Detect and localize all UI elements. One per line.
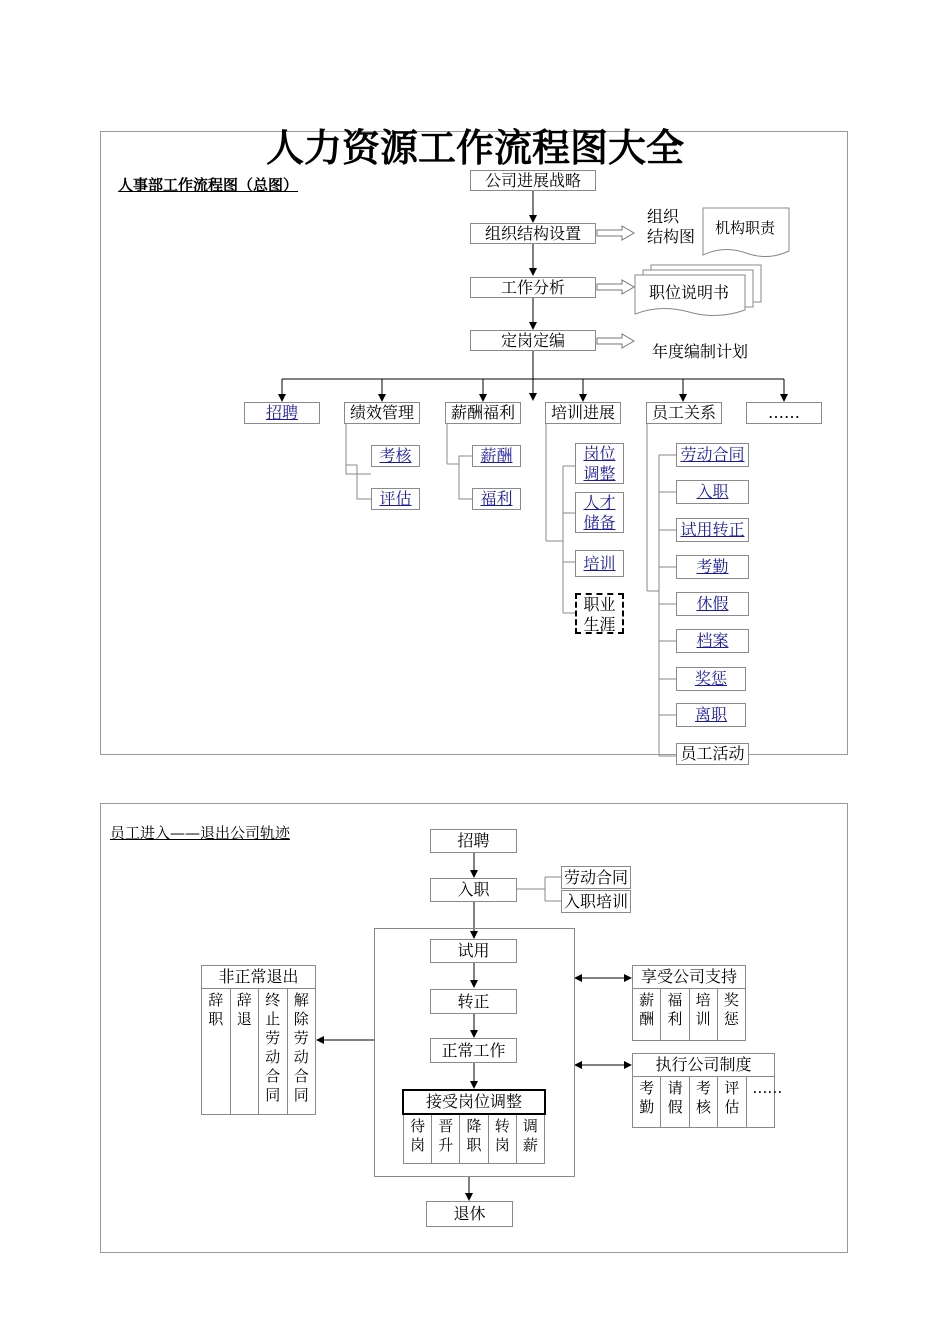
category-performance: 绩效管理 xyxy=(344,402,420,424)
category-compensation: 薪酬福利 xyxy=(445,402,521,424)
policy-item-assessment-text: 考核 xyxy=(696,1079,712,1116)
training-item-career xyxy=(575,593,624,634)
compensation-item-benefits[interactable]: 福利 xyxy=(472,488,521,510)
trajectory-onboard: 入职 xyxy=(430,878,517,902)
adjust-item-demotion-text: 降职 xyxy=(466,1117,482,1154)
training-item2-line1: 人才 xyxy=(583,493,616,512)
policy-grid xyxy=(632,1076,783,1128)
adjust-item-salary xyxy=(517,1115,544,1163)
support-header: 享受公司支持 xyxy=(632,965,746,989)
exit-item-terminate xyxy=(259,989,288,1114)
job-description-documents xyxy=(633,264,763,320)
exit-item-resign-text: 辞职 xyxy=(208,991,224,1028)
support-item-salary-text: 薪酬 xyxy=(639,991,655,1028)
section1-subtitle: 人事部工作流程图（总图） xyxy=(118,176,299,194)
training-career-line1: 职业 xyxy=(583,595,616,614)
policy-item-evaluation-text: 评估 xyxy=(724,1079,740,1116)
onboard-item-training: 入职培训 xyxy=(561,890,631,913)
adjust-item-salary-text: 调薪 xyxy=(522,1117,538,1154)
exit-item-dismiss xyxy=(231,989,260,1114)
support-item-training-text: 培训 xyxy=(695,991,711,1028)
exit-item-dismiss-text: 辞退 xyxy=(236,991,252,1028)
policy-item-leave xyxy=(661,1077,689,1127)
training-item-position-adjustment[interactable] xyxy=(575,443,624,484)
relations-item-resignation[interactable]: 离职 xyxy=(676,703,746,727)
category-recruitment[interactable]: 招聘 xyxy=(244,402,320,424)
policy-item-evaluation xyxy=(718,1077,746,1127)
adjust-item-transfer xyxy=(489,1115,517,1163)
adjust-item-promotion xyxy=(432,1115,460,1163)
trajectory-recruit: 招聘 xyxy=(430,829,517,853)
category-more: …… xyxy=(746,402,822,424)
org-duty-label: 机构职责 xyxy=(715,219,776,237)
relations-item-activities: 员工活动 xyxy=(676,743,749,765)
training-career-line2: 生涯 xyxy=(583,615,616,634)
trajectory-adjust: 接受岗位调整 xyxy=(402,1089,546,1115)
relations-item-labor-contract[interactable]: 劳动合同 xyxy=(676,443,749,467)
trajectory-normal-work: 正常工作 xyxy=(430,1038,517,1063)
annual-plan-label: 年度编制计划 xyxy=(652,342,749,361)
exit-item-resign xyxy=(202,989,231,1114)
support-grid xyxy=(632,988,746,1041)
support-item-training xyxy=(690,989,718,1040)
trajectory-retire: 退休 xyxy=(426,1201,513,1227)
relations-item-leave[interactable]: 休假 xyxy=(676,592,749,616)
training-item1-line2: 调整 xyxy=(583,464,616,483)
policy-item-leave-text: 请假 xyxy=(667,1079,683,1116)
adjust-item-promotion-text: 晋升 xyxy=(438,1117,454,1154)
policy-item-attendance-text: 考勤 xyxy=(639,1079,655,1116)
onboard-item-labor-contract: 劳动合同 xyxy=(561,866,631,889)
exit-item-rescind xyxy=(288,989,316,1114)
relations-item-rewards[interactable]: 奖惩 xyxy=(676,667,746,691)
adjust-item-transfer-text: 转岗 xyxy=(494,1117,510,1154)
adjust-item-standby xyxy=(404,1115,432,1163)
category-training: 培训进展 xyxy=(545,402,621,424)
support-item-rewards xyxy=(718,989,745,1040)
support-item-benefits xyxy=(661,989,689,1040)
section2-subtitle: 员工进入——退出公司轨迹 xyxy=(110,824,291,842)
adjust-items-grid xyxy=(403,1115,545,1164)
category-employee-relations: 员工关系 xyxy=(646,402,722,424)
org-chart-label xyxy=(647,207,695,247)
step-job-analysis: 工作分析 xyxy=(470,277,596,298)
org-chart-label-line2: 结构图 xyxy=(647,227,696,246)
policy-item-more xyxy=(747,1077,783,1127)
relations-item-archive[interactable]: 档案 xyxy=(676,629,749,653)
relations-item-probation[interactable]: 试用转正 xyxy=(676,518,749,542)
support-item-salary xyxy=(633,989,661,1040)
page-title: 人力资源工作流程图大全 xyxy=(265,125,684,170)
trajectory-trial: 试用 xyxy=(430,939,517,963)
training-item-talent-reserve[interactable] xyxy=(575,492,624,533)
policy-item-more-text: …… xyxy=(752,1079,783,1097)
exit-item-terminate-text: 终止劳动合同 xyxy=(265,991,281,1104)
policy-header: 执行公司制度 xyxy=(632,1053,775,1077)
adjust-item-standby-text: 待岗 xyxy=(410,1117,426,1154)
training-item2-line2: 储备 xyxy=(583,513,616,532)
step-org-structure: 组织结构设置 xyxy=(470,223,596,244)
performance-item-assessment[interactable]: 考核 xyxy=(371,445,420,467)
job-description-label: 职位说明书 xyxy=(649,283,730,302)
relations-item-onboarding[interactable]: 入职 xyxy=(676,480,749,504)
support-item-rewards-text: 奖惩 xyxy=(723,991,739,1028)
compensation-item-salary[interactable]: 薪酬 xyxy=(472,445,521,467)
org-chart-label-line1: 组织 xyxy=(647,207,680,226)
org-duty-document xyxy=(702,207,790,259)
adjust-item-demotion xyxy=(460,1115,488,1163)
support-item-benefits-text: 福利 xyxy=(667,991,683,1028)
exit-item-rescind-text: 解除劳动合同 xyxy=(293,991,309,1104)
relations-item-attendance[interactable]: 考勤 xyxy=(676,555,749,579)
training-item1-line1: 岗位 xyxy=(583,444,616,463)
policy-item-attendance xyxy=(633,1077,661,1127)
policy-item-assessment xyxy=(690,1077,718,1127)
abnormal-exit-header: 非正常退出 xyxy=(201,965,316,989)
performance-item-evaluation[interactable]: 评估 xyxy=(371,488,420,510)
step-staffing: 定岗定编 xyxy=(470,330,596,351)
abnormal-exit-grid xyxy=(201,988,316,1115)
step-strategy: 公司进展战略 xyxy=(470,170,596,191)
trajectory-confirm: 转正 xyxy=(430,989,517,1014)
training-item-training[interactable]: 培训 xyxy=(575,550,624,577)
